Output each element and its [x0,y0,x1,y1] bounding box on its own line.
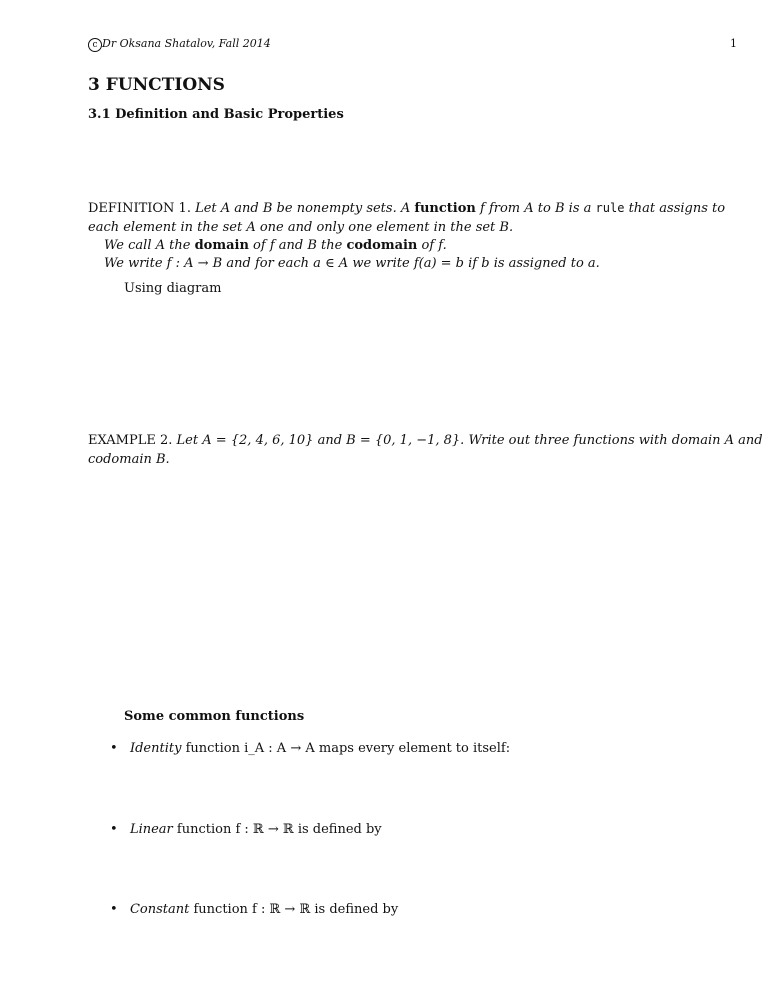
page-number: 1 [730,37,737,50]
common-functions-heading: Some common functions [124,709,305,724]
term-function: function [414,201,476,216]
function-kind: Identity [129,741,182,756]
function-kind: Constant [129,902,190,917]
example-label: EXAMPLE 2. [88,433,173,448]
page-header [88,37,271,52]
definition-text: We call A the [104,238,191,253]
example-line-1 [88,431,763,450]
definition-text: of f and B the [253,238,343,253]
definition-text: Let A and B be nonempty sets. A [195,201,411,216]
example-text: Let A = {2, 4, 6, 10} and B = {0, 1, −1, 8}. Write out three functions with domain A and [176,433,763,448]
definition-line-3 [104,236,447,255]
subsection-title: 3.1 Definition and Basic Properties [88,107,344,122]
author-line: Dr Oksana Shatalov, Fall 2014 [102,37,271,50]
definition-line-4: We write f : A → B and for each a ∈ A we write f(a) = b if b is assigned to a. [104,256,600,271]
definition-text: f from A to B is a [480,201,592,216]
list-item [110,739,510,758]
definition-text: of f. [421,238,447,253]
list-item [110,820,382,839]
section-title: 3 FUNCTIONS [88,75,225,95]
definition-text: that assigns to [628,201,726,216]
function-description: function f : ℝ → ℝ is defined by [189,902,399,917]
term-rule: rule [595,201,625,215]
copyright-icon: c [88,38,102,52]
example-line-2: codomain B. [88,452,170,467]
definition-line-2: each element in the set A one and only one element in the set B. [88,220,514,235]
term-codomain: codomain [346,238,418,253]
bullet-icon: • [110,741,118,756]
function-kind: Linear [129,822,173,837]
definition-label: DEFINITION 1. [88,201,191,216]
definition-line-1 [88,199,748,218]
function-description: function f : ℝ → ℝ is defined by [172,822,382,837]
bullet-icon: • [110,902,118,917]
term-domain: domain [194,238,249,253]
diagram-note: Using diagram [124,281,222,296]
bullet-icon: • [110,822,118,837]
function-description: function i_A : A → A maps every element to itself: [181,741,511,756]
list-item [110,900,398,919]
